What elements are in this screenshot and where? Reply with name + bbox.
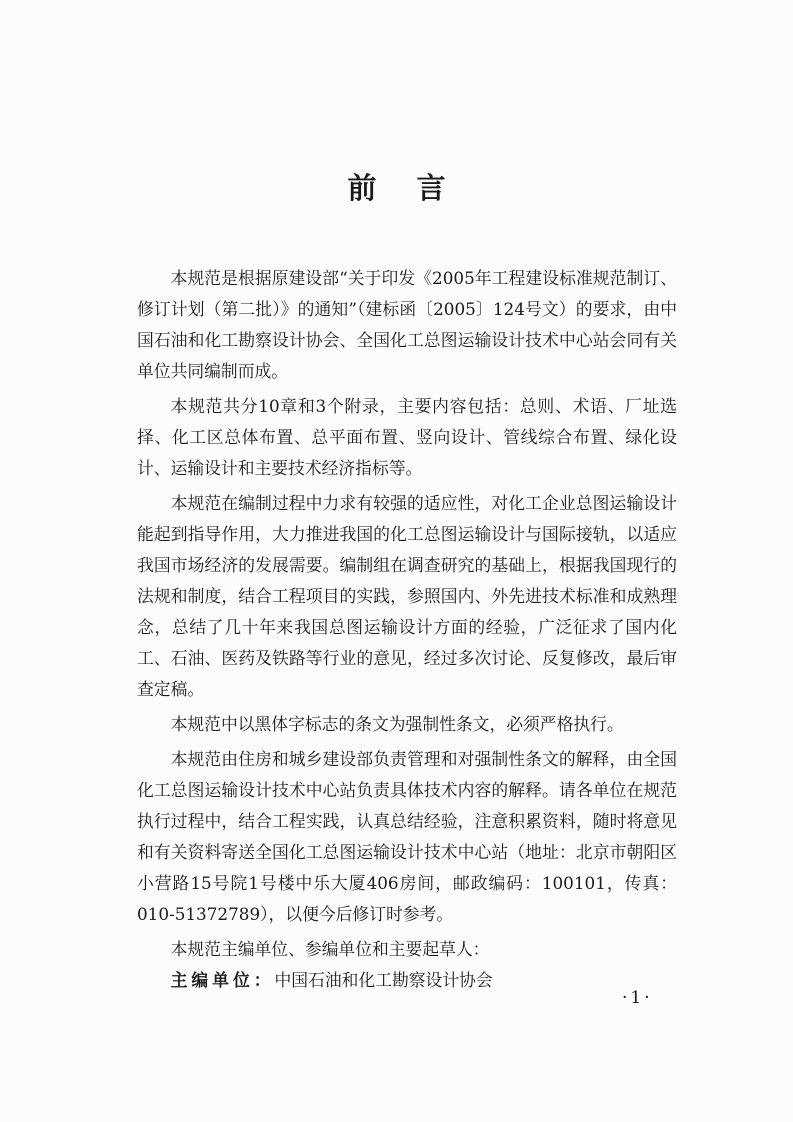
preface-paragraph-4: 本规范中以黑体字标志的条文为强制性条文，必须严格执行。 bbox=[170, 714, 624, 734]
page-number: ·1· bbox=[622, 988, 653, 1008]
chief-editor-line bbox=[137, 965, 677, 996]
preface-body bbox=[137, 263, 677, 996]
chief-editor-value: 中国石油和化工勘察设计协会 bbox=[274, 970, 493, 990]
page-title: 前言 bbox=[347, 171, 486, 205]
preface-paragraph-1: 本规范是根据原建设部“关于印发《2005年工程建设标准规范制订、修订计划（第二批）》的通知”（建标函〔2005〕124号文）的要求，由中国石油和化工勘察设计协会、全国化工总图运输设计技术中心站会同有关单位共同编制而成。 bbox=[137, 268, 677, 381]
preface-paragraph-5: 本规范由住房和城乡建设部负责管理和对强制性条文的解释，由全国化工总图运输设计技术中心站负责具体技术内容的解释。请各单位在规范执行过程中，结合工程实践，认真总结经验，注意积累资料，随时将意见和有关资料寄送全国化工总图运输设计技术中心站（地址：北京市朝阳区小营路15号院1号楼中乐大厦406房间，邮政编码：100101，传真：010-51372789），以便今后修订时参考。 bbox=[137, 749, 677, 924]
preface-paragraph-6: 本规范主编单位、参编单位和主要起草人： bbox=[170, 939, 490, 959]
chief-editor-label: 主编单位： bbox=[170, 970, 275, 990]
preface-paragraph-3: 本规范在编制过程中力求有较强的适应性，对化工企业总图运输设计能起到指导作用，大力推进我国的化工总图运输设计与国际接轨，以适应我国市场经济的发展需要。编制组在调查研究的基础上，根据我国现行的法规和制度，结合工程项目的实践，参照国内、外先进技术标准和成熟理念，总结了几十年来我国总图运输设计方面的经验，广泛征求了国内化工、石油、医药及铁路等行业的意见，经过多次讨论、反复修改，最后审查定稿。 bbox=[137, 493, 677, 699]
preface-paragraph-2: 本规范共分10章和3个附录，主要内容包括：总则、术语、厂址选择、化工区总体布置、总平面布置、竖向设计、管线综合布置、绿化设计、运输设计和主要技术经济指标等。 bbox=[137, 396, 677, 478]
